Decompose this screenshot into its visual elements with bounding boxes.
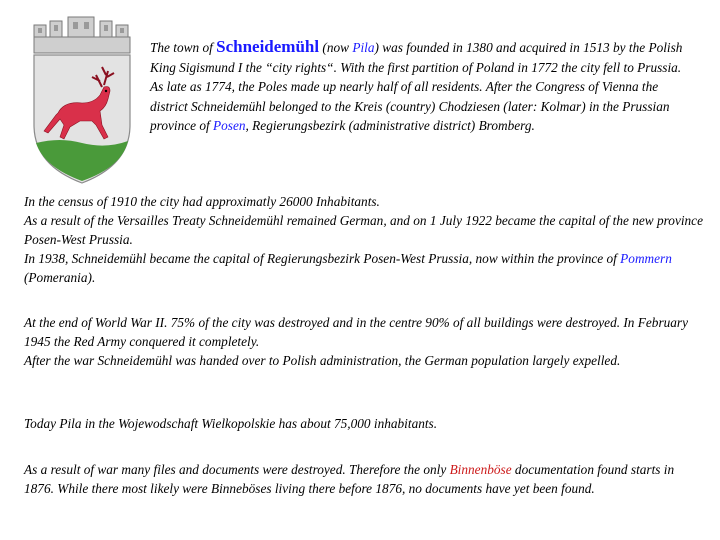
capital-text-2: (Pomerania).	[24, 270, 96, 285]
census-line: In the census of 1910 the city had approximatly 26000 Inhabitants.	[24, 194, 380, 209]
intro-text-3: ) was founded in 1380 and acquired in 1513 by the Polish King Sigismund I the “city rights“. With the first partition of Poland in 1772 the city fell to Prussia. As late as 1774, the Poles made up nearly half of all residents. After the Congress of Vienna the district Schneidemühl belonged to the Kreis (country) Chodziesen (later: Kolmar) in the Prussian province of	[150, 40, 683, 133]
documents-paragraph	[24, 460, 704, 498]
pila-link[interactable]: Pila	[352, 40, 375, 55]
intro-text-1: The town of	[150, 40, 217, 55]
intro-text-2: (now	[319, 40, 353, 55]
intro-text-4: , Regierungsbezirk (administrative district) Bromberg.	[245, 118, 535, 133]
capital-line	[24, 249, 704, 287]
pommern-link[interactable]: Pommern	[620, 251, 672, 266]
war-line-2: After the war Schneidemühl was handed over to Polish administration, the German population largely expelled.	[24, 353, 621, 368]
today-paragraph	[24, 414, 704, 433]
binnenbose-link[interactable]: Binnenböse	[449, 462, 512, 477]
census-paragraph	[24, 192, 704, 287]
intro-paragraph	[150, 37, 690, 136]
coat-of-arms-icon	[30, 15, 134, 185]
documents-text-1: As a result of war many files and documents were destroyed. Therefore the only	[24, 462, 450, 477]
today-line: Today Pila in the Wojewodschaft Wielkopolskie has about 75,000 inhabitants.	[24, 416, 438, 431]
versailles-line: As a result of the Versailles Treaty Schneidemühl remained German, and on 1 July 1922 became the capital of the new province Posen-West Prussia.	[24, 213, 703, 247]
war-line-1: At the end of World War II. 75% of the city was destroyed and in the centre 90% of all buildings were destroyed. In February 1945 the Red Army conquered it completely.	[24, 315, 688, 349]
capital-text-1: In 1938, Schneidemühl became the capital of Regierungsbezirk Posen-West Prussia, now within the province of	[24, 251, 621, 266]
posen-link[interactable]: Posen	[213, 118, 246, 133]
war-paragraph	[24, 313, 704, 370]
documents-text-2: documentation found starts in 1876. While there most likely were Binneböses living there before 1876, no documents have yet been found.	[24, 462, 675, 496]
schneidemuhl-link[interactable]: Schneidemühl	[216, 37, 320, 56]
